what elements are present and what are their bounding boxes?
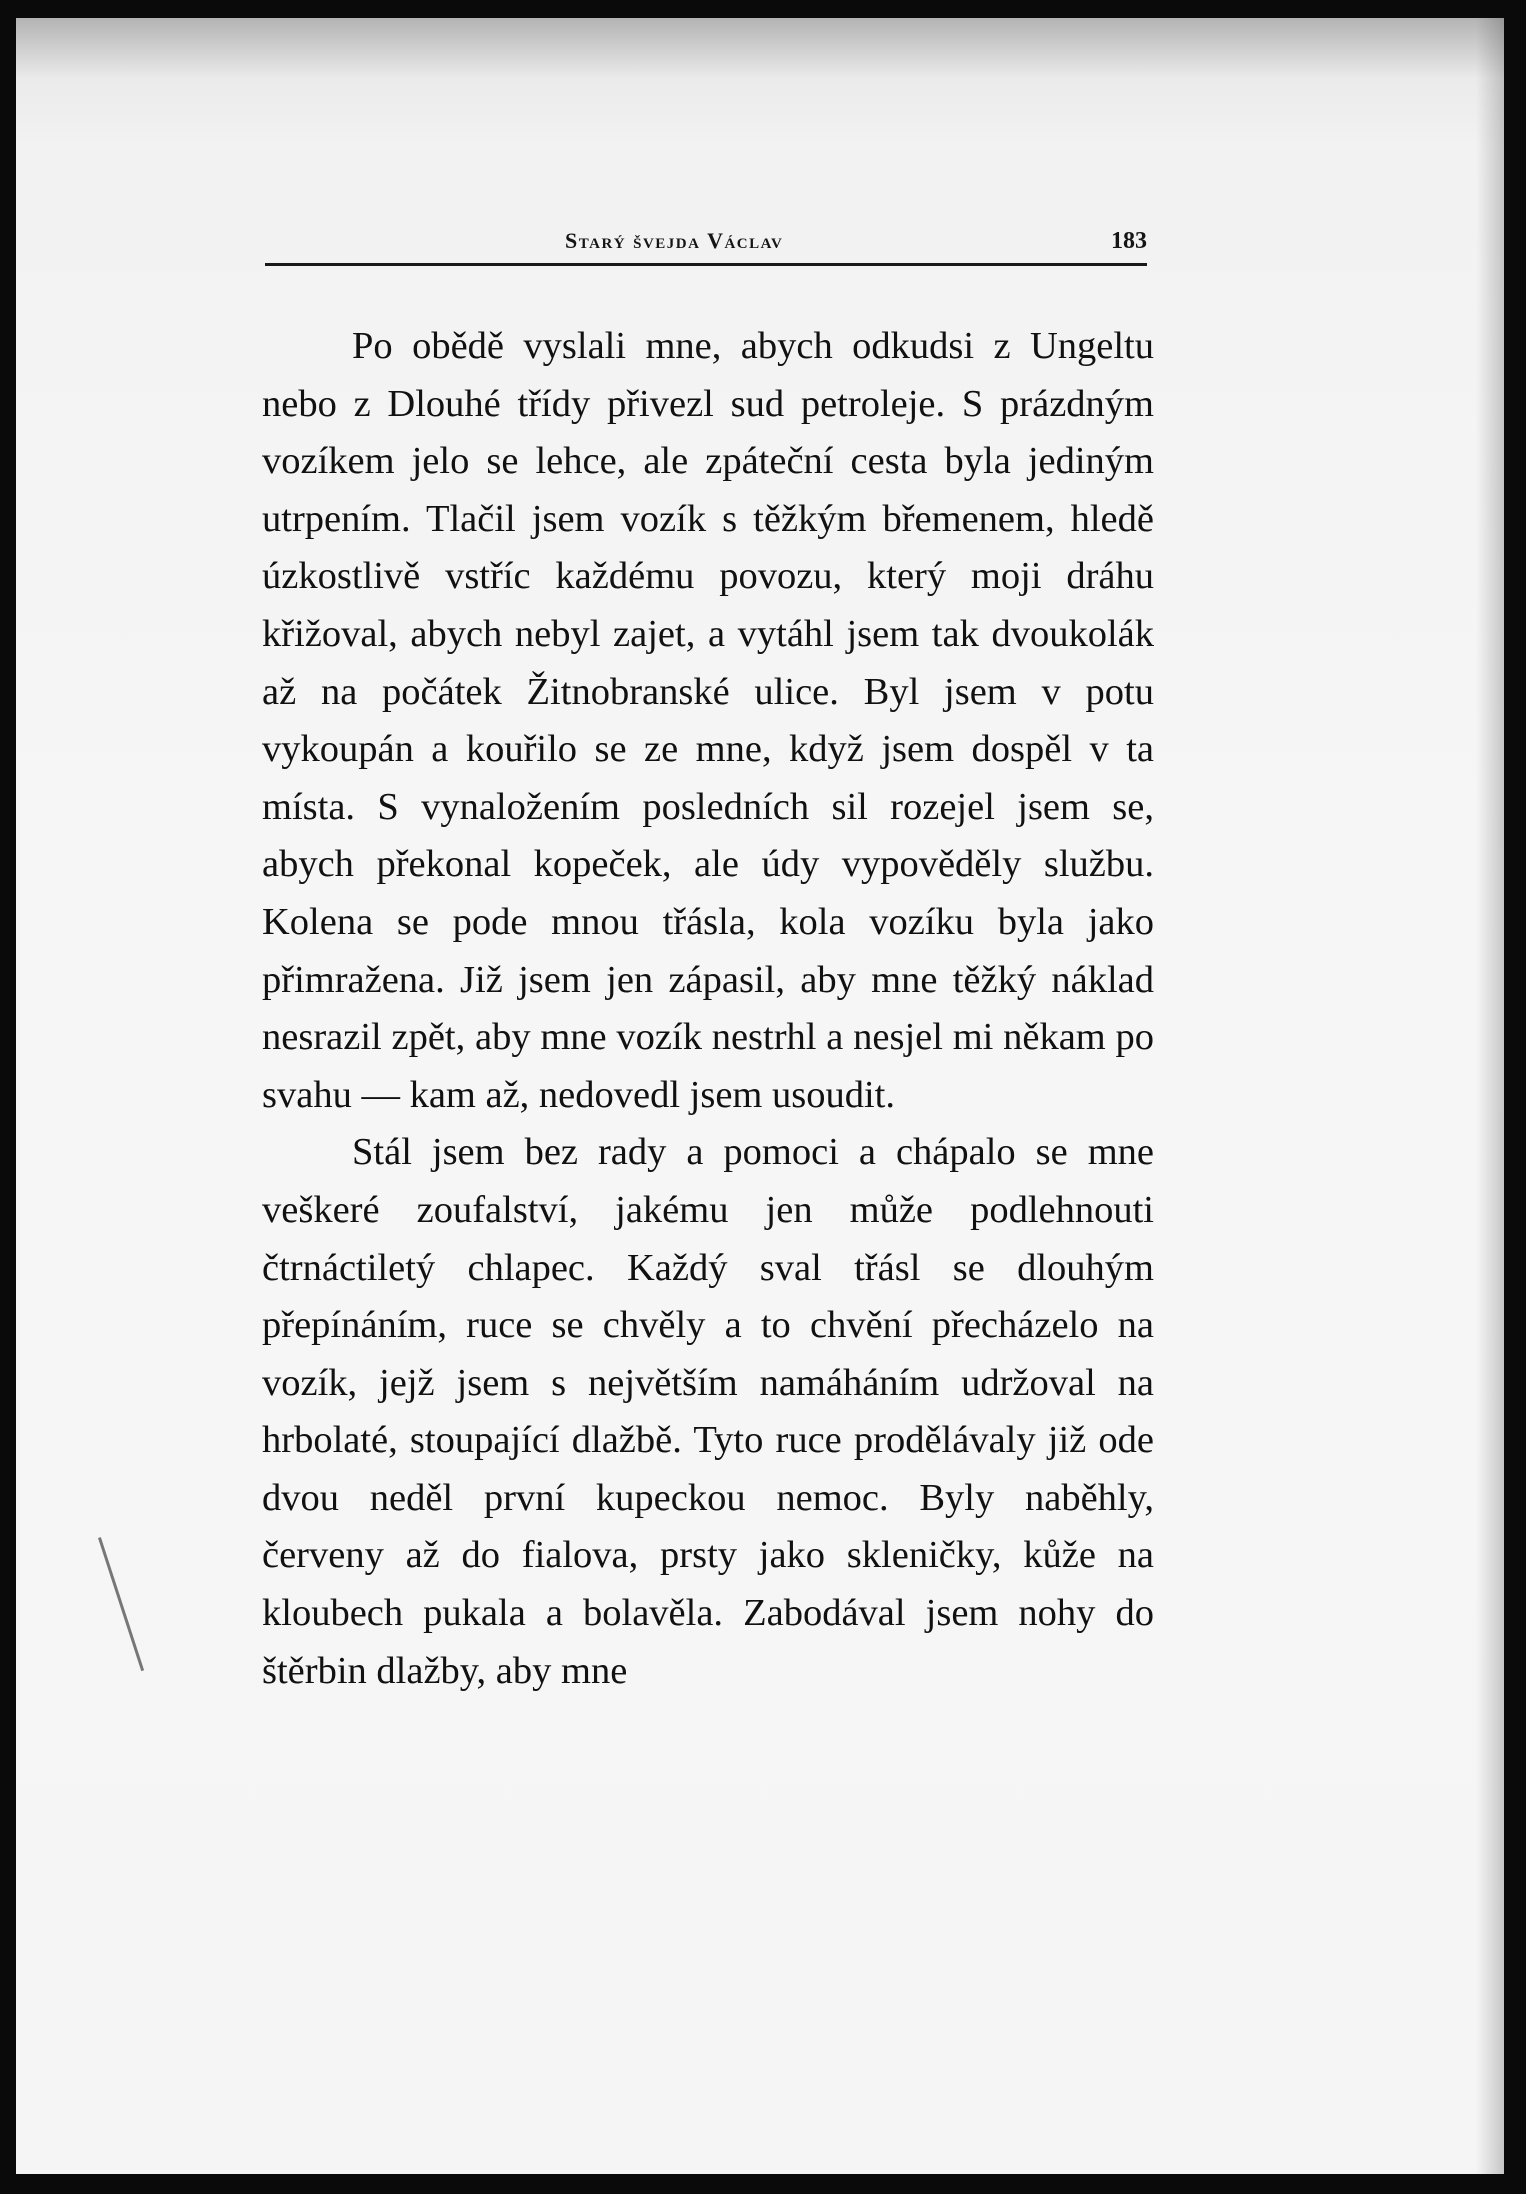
running-title: Starý švejda Václav xyxy=(565,228,784,253)
body-text xyxy=(262,318,1154,1700)
page-number: 183 xyxy=(1111,228,1147,254)
running-header xyxy=(265,226,1147,262)
scan-scratch xyxy=(98,1537,144,1671)
page-shadow-right xyxy=(1476,18,1504,2174)
page-shadow-top xyxy=(16,18,1504,78)
paragraph-1: Po obědě vyslali mne, abych odkudsi z Ungeltu nebo z Dlouhé třídy přivezl sud petroleje. S prázdným vozíkem jelo se lehce, ale zpáteční cesta byla jediným utrpením. Tlačil jsem vozík s těžkým břemenem, hledě úzkostlivě vstříc každému povozu, který moji dráhu křižoval, abych nebyl zajet, a vytáhl jsem tak dvoukolák až na počátek Žitnobranské ulice. Byl jsem v potu vykoupán a kouřilo se ze mne, když jsem dospěl v ta místa. S vynaložením posledních sil rozejel jsem se, abych překonal kopeček, ale údy vypověděly službu. Kolena se pode mnou třásla, kola vozíku byla jako přimražena. Již jsem jen zápasil, aby mne těžký náklad nesrazil zpět, aby mne vozík nestrhl a nesjel mi někam po svahu — kam až, nedovedl jsem usoudit. xyxy=(262,325,1154,1116)
header-rule xyxy=(265,263,1147,266)
paragraph-2: Stál jsem bez rady a pomoci a chápalo se mne veškeré zoufalství, jakému jen může podlehnouti čtrnáctiletý chlapec. Každý sval třásl se dlouhým přepínáním, ruce se chvěly a to chvění přecházelo na vozík, jejž jsem s největším namáháním udržoval na hrbolaté, stoupající dlažbě. Tyto ruce prodělávaly již ode dvou neděl první kupeckou nemoc. Byly naběhly, červeny až do fialova, prsty jako skleničky, kůže na kloubech pukala a bolavěla. Zabodával jsem nohy do štěrbin dlažby, aby mne xyxy=(262,1131,1154,1692)
